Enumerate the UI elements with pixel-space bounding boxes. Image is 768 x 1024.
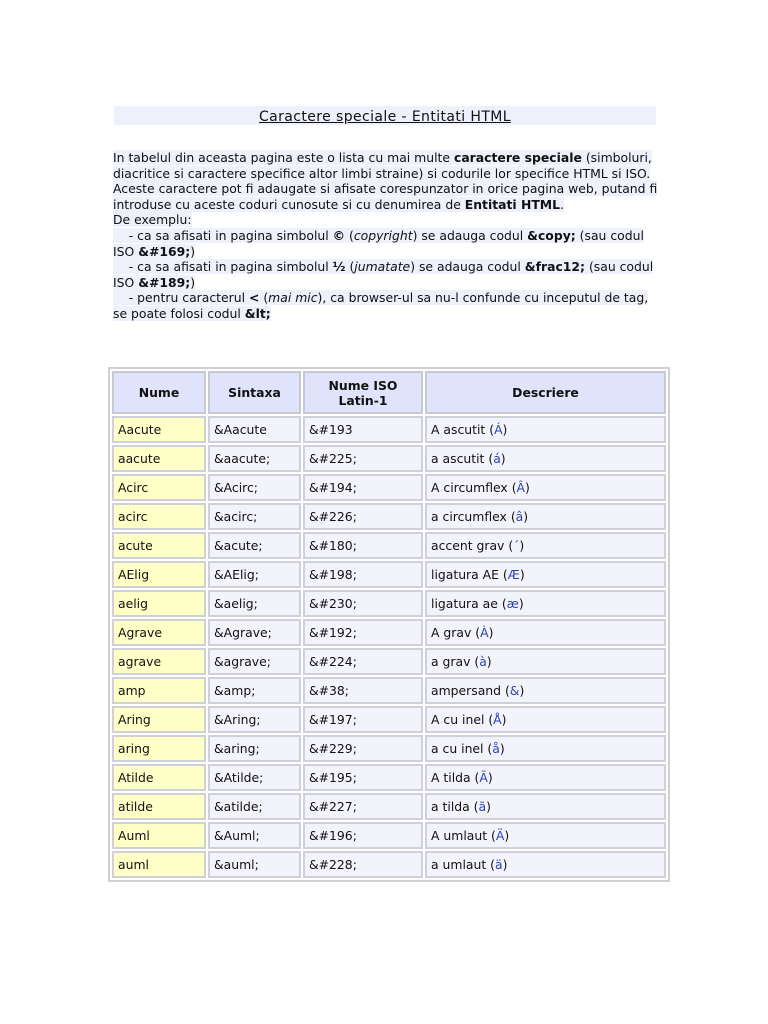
description-text: a circumflex ( bbox=[431, 509, 516, 524]
cell-descriere bbox=[425, 503, 666, 530]
cell-descriere bbox=[425, 793, 666, 820]
example-half: - ca sa afisati in pagina simbolul ½ (jumatate) se adauga codul &frac12; (sau codul ISO &#189;) bbox=[113, 259, 654, 290]
table-row bbox=[112, 764, 666, 791]
cell-sintaxa: &auml; bbox=[208, 851, 301, 878]
cell-iso: &#194; bbox=[303, 474, 423, 501]
cell-iso: &#229; bbox=[303, 735, 423, 762]
table-row bbox=[112, 416, 666, 443]
cell-nume: AElig bbox=[112, 561, 206, 588]
cell-sintaxa: &acirc; bbox=[208, 503, 301, 530]
description-text: ligatura AE ( bbox=[431, 567, 508, 582]
description-close: ) bbox=[488, 625, 494, 640]
rendered-character: Ä bbox=[495, 828, 505, 843]
table-row bbox=[112, 503, 666, 530]
cell-sintaxa: &aelig; bbox=[208, 590, 301, 617]
cell-sintaxa: &Auml; bbox=[208, 822, 301, 849]
cell-sintaxa: &agrave; bbox=[208, 648, 301, 675]
page-title: Caractere speciale - Entitati HTML bbox=[259, 109, 511, 125]
table-row bbox=[112, 706, 666, 733]
description-close: ) bbox=[518, 596, 524, 611]
cell-descriere bbox=[425, 474, 666, 501]
description-close: ) bbox=[519, 538, 525, 553]
cell-descriere bbox=[425, 561, 666, 588]
table-row bbox=[112, 445, 666, 472]
header-descriere: Descriere bbox=[425, 371, 666, 414]
rendered-character: Ã bbox=[479, 770, 488, 785]
rendered-character: á bbox=[493, 451, 501, 466]
description-close: ) bbox=[523, 509, 529, 524]
cell-iso: &#227; bbox=[303, 793, 423, 820]
description-close: ) bbox=[499, 741, 505, 756]
description-text: a umlaut ( bbox=[431, 857, 495, 872]
intro-paragraph-1: In tabelul din aceasta pagina este o lista cu mai multe caractere speciale (simboluri, diacritice si caractere specifice altor limbi straine) si codurile lor specifice HTML si ISO. bbox=[113, 150, 652, 181]
cell-sintaxa: &Aacute bbox=[208, 416, 301, 443]
rendered-character: â bbox=[515, 509, 524, 524]
cell-iso: &#196; bbox=[303, 822, 423, 849]
cell-iso: &#193 bbox=[303, 416, 423, 443]
description-text: ampersand ( bbox=[431, 683, 510, 698]
table-row bbox=[112, 851, 666, 878]
rendered-character: à bbox=[479, 654, 487, 669]
description-close: ) bbox=[487, 770, 493, 785]
cell-sintaxa: &Acirc; bbox=[208, 474, 301, 501]
example-less-than: - pentru caracterul < (mai mic), ca browser-ul sa nu-l confunde cu inceputul de tag, se poate folosi codul &lt; bbox=[113, 290, 649, 321]
cell-iso: &#224; bbox=[303, 648, 423, 675]
cell-sintaxa: &acute; bbox=[208, 532, 301, 559]
cell-nume: aacute bbox=[112, 445, 206, 472]
cell-descriere bbox=[425, 677, 666, 704]
description-close: ) bbox=[500, 451, 506, 466]
cell-nume: auml bbox=[112, 851, 206, 878]
cell-iso: &#228; bbox=[303, 851, 423, 878]
description-text: ligatura ae ( bbox=[431, 596, 507, 611]
description-close: ) bbox=[486, 799, 491, 814]
description-text: a ascutit ( bbox=[431, 451, 494, 466]
description-text: accent grav ( bbox=[431, 538, 514, 553]
intro-text bbox=[113, 150, 658, 322]
table-row bbox=[112, 474, 666, 501]
cell-nume: atilde bbox=[112, 793, 206, 820]
rendered-character: Æ bbox=[507, 567, 520, 582]
rendered-character: ã bbox=[478, 799, 487, 814]
cell-sintaxa: &Atilde; bbox=[208, 764, 301, 791]
cell-descriere bbox=[425, 416, 666, 443]
cell-descriere bbox=[425, 822, 666, 849]
table-row bbox=[112, 822, 666, 849]
table-row bbox=[112, 677, 666, 704]
description-close: ) bbox=[502, 422, 508, 437]
cell-nume: Agrave bbox=[112, 619, 206, 646]
description-text: a cu inel ( bbox=[431, 741, 493, 756]
description-text: A grav ( bbox=[431, 625, 481, 640]
rendered-character: Á bbox=[494, 422, 503, 437]
rendered-character: ´ bbox=[513, 538, 520, 553]
intro-paragraph-2: Aceste caractere pot fi adaugate si afisate corespunzator in orice pagina web, putand fi introduse cu aceste coduri cunosute si cu denumirea de Entitati HTML. bbox=[113, 181, 658, 212]
cell-nume: acirc bbox=[112, 503, 206, 530]
cell-nume: acute bbox=[112, 532, 206, 559]
rendered-character: æ bbox=[506, 596, 519, 611]
cell-descriere bbox=[425, 851, 666, 878]
description-close: ) bbox=[519, 683, 525, 698]
cell-descriere bbox=[425, 735, 666, 762]
table-row bbox=[112, 619, 666, 646]
cell-sintaxa: &Agrave; bbox=[208, 619, 301, 646]
description-text: a tilda ( bbox=[431, 799, 479, 814]
header-sintaxa: Sintaxa bbox=[208, 371, 301, 414]
description-text: A umlaut ( bbox=[431, 828, 496, 843]
rendered-character: & bbox=[509, 683, 520, 698]
cell-descriere bbox=[425, 619, 666, 646]
table-row bbox=[112, 793, 666, 820]
cell-nume: Auml bbox=[112, 822, 206, 849]
table-header-row bbox=[112, 371, 666, 414]
header-nume-iso: Nume ISO Latin-1 bbox=[303, 371, 423, 414]
cell-iso: &#192; bbox=[303, 619, 423, 646]
description-close: ) bbox=[504, 828, 510, 843]
cell-descriere bbox=[425, 706, 666, 733]
rendered-character: Å bbox=[493, 712, 502, 727]
cell-sintaxa: &Aring; bbox=[208, 706, 301, 733]
cell-descriere bbox=[425, 532, 666, 559]
intro-paragraph-3: De exemplu: bbox=[113, 212, 192, 228]
cell-iso: &#195; bbox=[303, 764, 423, 791]
rendered-character: å bbox=[492, 741, 500, 756]
cell-nume: Aring bbox=[112, 706, 206, 733]
cell-sintaxa: &AElig; bbox=[208, 561, 301, 588]
page-title-bar bbox=[114, 106, 656, 125]
description-text: A tilda ( bbox=[431, 770, 480, 785]
description-text: A circumflex ( bbox=[431, 480, 517, 495]
cell-nume: amp bbox=[112, 677, 206, 704]
cell-iso: &#226; bbox=[303, 503, 423, 530]
table-row bbox=[112, 735, 666, 762]
rendered-character: Â bbox=[516, 480, 526, 495]
cell-iso: &#180; bbox=[303, 532, 423, 559]
description-text: A cu inel ( bbox=[431, 712, 494, 727]
entities-table bbox=[108, 367, 670, 882]
description-close: ) bbox=[525, 480, 530, 495]
cell-descriere bbox=[425, 590, 666, 617]
cell-nume: aring bbox=[112, 735, 206, 762]
cell-descriere bbox=[425, 764, 666, 791]
cell-nume: agrave bbox=[112, 648, 206, 675]
description-close: ) bbox=[486, 654, 492, 669]
cell-sintaxa: &aacute; bbox=[208, 445, 301, 472]
description-close: ) bbox=[501, 712, 507, 727]
description-close: ) bbox=[502, 857, 508, 872]
cell-sintaxa: &aring; bbox=[208, 735, 301, 762]
cell-sintaxa: &amp; bbox=[208, 677, 301, 704]
description-close: ) bbox=[519, 567, 525, 582]
cell-nume: Acirc bbox=[112, 474, 206, 501]
rendered-character: À bbox=[480, 625, 489, 640]
rendered-character: ä bbox=[494, 857, 503, 872]
cell-iso: &#38; bbox=[303, 677, 423, 704]
description-text: a grav ( bbox=[431, 654, 480, 669]
description-text: A ascutit ( bbox=[431, 422, 495, 437]
example-copyright: - ca sa afisati in pagina simbolul © (copyright) se adauga codul &copy; (sau codul ISO &#169;) bbox=[113, 227, 644, 259]
cell-descriere bbox=[425, 445, 666, 472]
table-row bbox=[112, 648, 666, 675]
cell-descriere bbox=[425, 648, 666, 675]
cell-nume: aelig bbox=[112, 590, 206, 617]
cell-nume: Atilde bbox=[112, 764, 206, 791]
header-nume: Nume bbox=[112, 371, 206, 414]
cell-iso: &#197; bbox=[303, 706, 423, 733]
cell-nume: Aacute bbox=[112, 416, 206, 443]
table-row bbox=[112, 532, 666, 559]
table-row bbox=[112, 590, 666, 617]
cell-sintaxa: &atilde; bbox=[208, 793, 301, 820]
table-row bbox=[112, 561, 666, 588]
cell-iso: &#230; bbox=[303, 590, 423, 617]
cell-iso: &#225; bbox=[303, 445, 423, 472]
cell-iso: &#198; bbox=[303, 561, 423, 588]
